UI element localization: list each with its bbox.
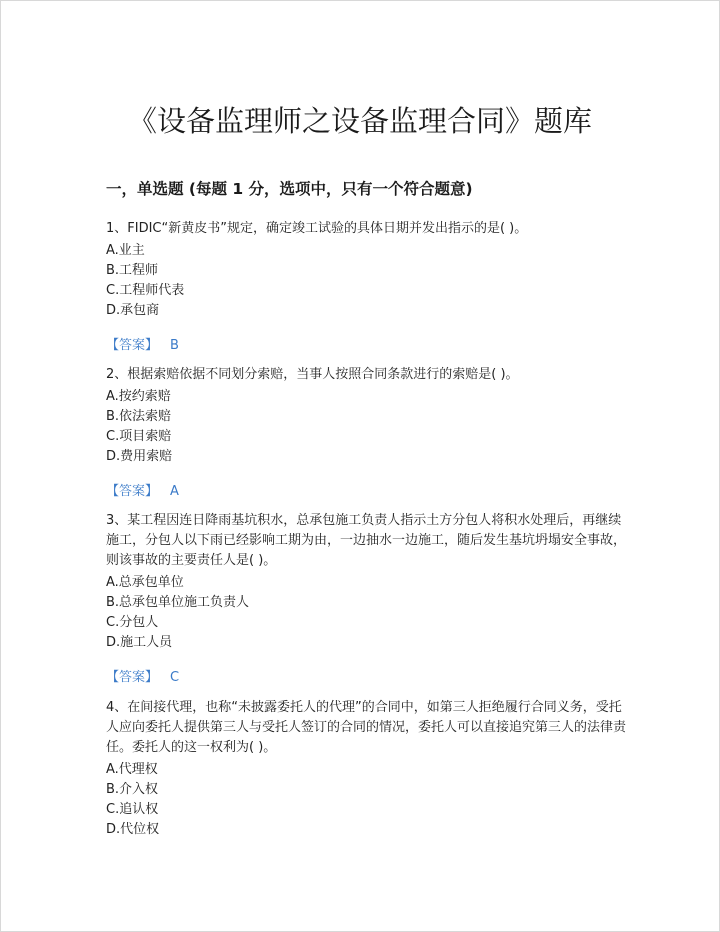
answer-label: 【答案】 [106,338,159,353]
answer-3 [106,666,179,685]
answer-label: 【答案】 [106,484,159,499]
option-b: B.依法索赔 [106,409,172,424]
option-c: C.工程师代表 [106,283,185,298]
question-1 [106,219,626,321]
question-stem: 3、某工程因连日降雨基坑积水，总承包施工负责人指示土方分包人将积水处理后，再继续施工，分包人以下雨已经影响工期为由，一边抽水一边施工，随后发生基坑坍塌安全事故，则该事故的主要责任人是( )。 [106,513,627,568]
option-b: B.工程师 [106,263,159,278]
question-stem: 4、在间接代理，也称“未披露委托人的代理”的合同中，如第三人拒绝履行合同义务，受托人应向委托人提供第三人与受托人签订的合同的情况，委托人可以直接追究第三人的法律责任。委托人的这一权利为( )。 [106,700,627,755]
document-title: 《设备监理师之设备监理合同》题库 [127,104,592,138]
question-3 [106,511,626,653]
option-d: D.费用索赔 [106,449,173,464]
answer-value: C [170,670,180,685]
option-c: C.追认权 [106,802,159,817]
option-d: D.施工人员 [106,635,173,650]
option-a: A.业主 [106,243,145,258]
answer-value: A [170,484,179,499]
answer-value: B [170,338,179,353]
option-d: D.代位权 [106,822,160,837]
option-c: C.分包人 [106,615,159,630]
option-b: B.介入权 [106,782,159,797]
option-b: B.总承包单位施工负责人 [106,595,250,610]
option-a: A.按约索赔 [106,389,171,404]
question-2 [106,365,626,467]
answer-2 [106,480,179,499]
answer-1 [106,334,179,353]
option-c: C.项目索赔 [106,429,172,444]
option-a: A.总承包单位 [106,575,184,590]
question-stem: 1、FIDIC“新黄皮书”规定，确定竣工试验的具体日期并发出指示的是( )。 [106,221,528,236]
question-stem: 2、根据索赔依据不同划分索赔，当事人按照合同条款进行的索赔是( )。 [106,367,519,382]
option-d: D.承包商 [106,303,160,318]
question-4 [106,698,626,840]
answer-label: 【答案】 [106,670,159,685]
section-heading: 一，单选题 (每题 1 分，选项中，只有一个符合题意) [106,180,473,198]
option-a: A.代理权 [106,762,158,777]
